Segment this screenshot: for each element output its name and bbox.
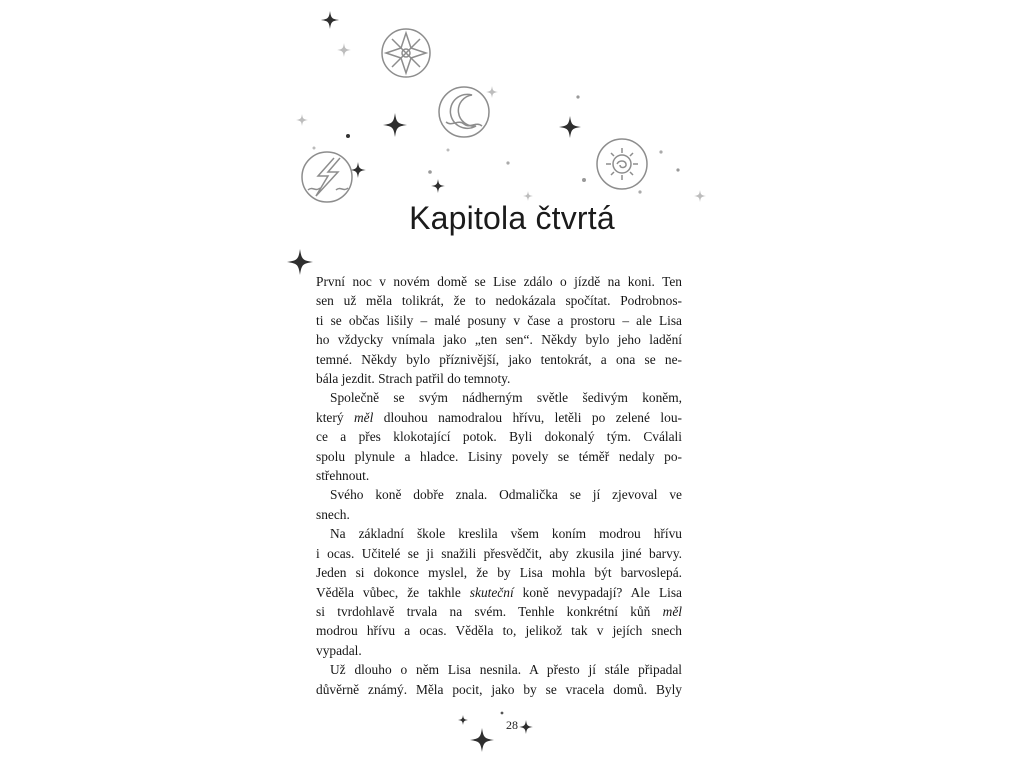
text-line: První noc v novém domě se Lise zdálo o jízdě na koni. Ten (316, 274, 682, 289)
text-line: Věděla vůbec, že takhle skuteční koně nevypadají? Ale Lisa (316, 584, 682, 600)
text-line: i ocas. Učitelé se ji snažili přesvědčit, aby zkusila jiné barvy. (316, 545, 682, 561)
star-sparkle-icon (287, 249, 313, 275)
text-line: spolu plynule a hladce. Lisiny povely se téměř nedaly po- (316, 448, 682, 464)
text-line: Svého koně dobře znala. Odmalička se jí zjevoval ve (330, 487, 682, 503)
star-sparkle-icon (296, 114, 308, 126)
emphasis: měl (662, 603, 682, 619)
chapter-body (316, 272, 682, 699)
emphasis: měl (353, 409, 374, 425)
text-line: vypadal. (316, 642, 362, 658)
text-line: střehnout. (316, 468, 370, 484)
text-line: temné. Někdy bylo příznivější, jako tentokrát, a ona se ne- (316, 351, 682, 367)
star-sparkle-icon (383, 113, 407, 137)
star-sparkle-icon (337, 43, 351, 57)
star-sparkle-icon (486, 86, 498, 98)
text-line: modrou hřívu a ocas. Věděla to, jelikož tak v jejích snech (316, 623, 682, 639)
text-line: Na základní škole kreslila všem koním modrou hřívu (330, 526, 682, 542)
lightning-emblem-icon (302, 152, 352, 202)
text-line: Společně se svým nádherným světle šedivým koněm, (330, 390, 682, 406)
text-line: sen už měla tolikrát, že to nedokázala spočítat. Podrobnos- (316, 293, 682, 309)
text-line: snech. (316, 506, 350, 522)
star-sparkle-icon (559, 116, 581, 138)
chapter-title: Kapitola čtvrtá (409, 200, 615, 236)
text-line: ce a přes klokotající potok. Byli dokonalý tým. Cválali (316, 429, 682, 445)
text-line: Jeden si dokonce myslel, že by Lisa mohla být barvoslepá. (316, 565, 682, 581)
text-line: který měl dlouhou namodralou hřívu, letěli po zelené lou- (316, 409, 682, 425)
star-sparkle-icon (431, 179, 445, 193)
emphasis: skuteční (469, 584, 514, 600)
page-number: 28 (506, 718, 518, 732)
sparkle-light-icons (296, 43, 706, 202)
text-line: důvěrně známý. Měla pocit, jako by se vracela domů. Byly (316, 681, 682, 697)
text-line: si tvrdohlavě trvala na svém. Tenhle konkrétní kůň měl (316, 603, 682, 619)
text-line: bála jezdit. Strach patřil do temnoty. (316, 371, 511, 387)
sun-emblem-icon (597, 139, 647, 189)
text-line: Už dlouho o něm Lisa nesnila. A přesto jí stále připadal (330, 662, 682, 678)
star-sparkle-icon (321, 11, 339, 29)
text-line: ho vždycky vnímala jako „ten sen“. Někdy bylo jeho ladění (316, 332, 682, 348)
moon-emblem-icon (439, 87, 489, 137)
text-line: ti se občas lišily – malé posuny v čase a prostoru – ale Lisa (316, 312, 682, 328)
compass-rose-emblem-icon (382, 29, 430, 77)
